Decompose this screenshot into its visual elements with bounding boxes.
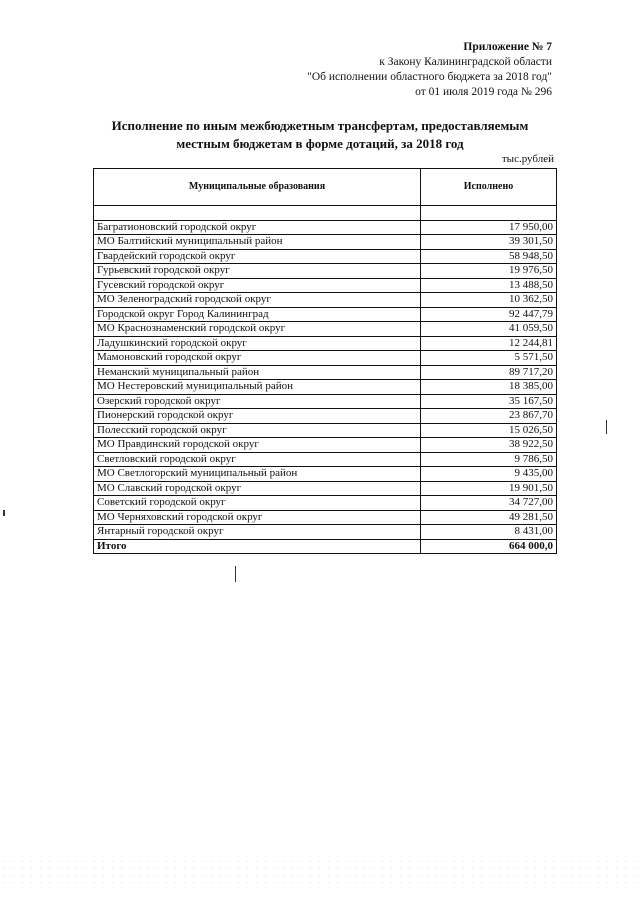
appendix-block [307, 40, 552, 100]
appendix-law-title: "Об исполнении областного бюджета за 2018 год" [307, 71, 552, 83]
executed-amount: 39 301,50 [421, 235, 557, 250]
table-row [94, 220, 557, 235]
table-row [94, 510, 557, 525]
executed-amount: 49 281,50 [421, 510, 557, 525]
table-row [94, 322, 557, 337]
municipality-name: Гурьевский городской округ [94, 264, 421, 279]
table-row [94, 307, 557, 322]
table-row [94, 264, 557, 279]
municipality-name: Багратионовский городской округ [94, 220, 421, 235]
scan-mark [235, 566, 236, 582]
municipality-name: Неманский муниципальный район [94, 365, 421, 380]
table-row [94, 249, 557, 264]
municipality-name: МО Зеленоградский городской округ [94, 293, 421, 308]
executed-amount: 38 922,50 [421, 438, 557, 453]
executed-amount: 35 167,50 [421, 394, 557, 409]
municipality-name: Светловский городской округ [94, 452, 421, 467]
municipality-name: Советский городской округ [94, 496, 421, 511]
executed-amount: 23 867,70 [421, 409, 557, 424]
header-municipalities: Муниципальные образования [94, 169, 421, 206]
executed-amount: 13 488,50 [421, 278, 557, 293]
document-title [80, 117, 560, 153]
executed-amount: 19 976,50 [421, 264, 557, 279]
table-header-row [94, 169, 557, 206]
table-row [94, 409, 557, 424]
appendix-date: от 01 июля 2019 года № 296 [415, 86, 552, 98]
municipality-name: Пионерский городской округ [94, 409, 421, 424]
table-row [94, 380, 557, 395]
executed-amount: 5 571,50 [421, 351, 557, 366]
executed-amount: 58 948,50 [421, 249, 557, 264]
municipality-name: Городской округ Город Калининград [94, 307, 421, 322]
municipality-name: Гвардейский городской округ [94, 249, 421, 264]
table-row [94, 365, 557, 380]
municipality-name: МО Правдинский городской округ [94, 438, 421, 453]
transfers-table [93, 168, 557, 554]
unit-label: тыс.рублей [501, 153, 554, 165]
executed-amount: 92 447,79 [421, 307, 557, 322]
table-row [94, 278, 557, 293]
executed-amount: 10 362,50 [421, 293, 557, 308]
municipality-name: МО Нестеровский муниципальный район [94, 380, 421, 395]
table-row [94, 423, 557, 438]
executed-amount: 18 385,00 [421, 380, 557, 395]
table-row [94, 467, 557, 482]
municipality-name: Мамоновский городской округ [94, 351, 421, 366]
table-row [94, 336, 557, 351]
scan-noise [0, 858, 640, 888]
municipality-name: Янтарный городской округ [94, 525, 421, 540]
executed-amount: 9 786,50 [421, 452, 557, 467]
table-row [94, 452, 557, 467]
scan-mark [606, 420, 607, 434]
total-amount: 664 000,0 [421, 539, 557, 554]
municipality-name: Полесский городской округ [94, 423, 421, 438]
executed-amount: 8 431,00 [421, 525, 557, 540]
municipality-name: Ладушкинский городской округ [94, 336, 421, 351]
total-row [94, 539, 557, 554]
executed-amount: 41 059,50 [421, 322, 557, 337]
title-line-1: Исполнение по иным межбюджетным трансфертам, предоставляемым [111, 118, 529, 133]
municipality-name: МО Черняховский городской округ [94, 510, 421, 525]
table-row [94, 394, 557, 409]
executed-amount: 15 026,50 [421, 423, 557, 438]
executed-amount: 17 950,00 [421, 220, 557, 235]
scan-mark [3, 510, 5, 516]
municipality-name: МО Светлогорский муниципальный район [94, 467, 421, 482]
table-gap-row [94, 206, 557, 221]
executed-amount: 9 435,00 [421, 467, 557, 482]
executed-amount: 89 717,20 [421, 365, 557, 380]
executed-amount: 34 727,00 [421, 496, 557, 511]
municipality-name: Гусевский городской округ [94, 278, 421, 293]
municipality-name: МО Славский городской округ [94, 481, 421, 496]
municipality-name: МО Балтийский муниципальный район [94, 235, 421, 250]
table-row [94, 496, 557, 511]
appendix-law: к Закону Калининградской области [379, 56, 552, 68]
table-row [94, 438, 557, 453]
header-executed: Исполнено [421, 169, 557, 206]
table-row [94, 525, 557, 540]
executed-amount: 19 901,50 [421, 481, 557, 496]
table-row [94, 481, 557, 496]
table-row [94, 293, 557, 308]
municipality-name: МО Краснознаменский городской округ [94, 322, 421, 337]
executed-amount: 12 244,81 [421, 336, 557, 351]
title-line-2: местным бюджетам в форме дотаций, за 2018 год [176, 136, 464, 151]
table-body [94, 206, 557, 554]
appendix-number: Приложение № 7 [463, 41, 552, 53]
table-row [94, 351, 557, 366]
table-row [94, 235, 557, 250]
municipality-name: Озерский городской округ [94, 394, 421, 409]
total-label: Итого [94, 539, 421, 554]
